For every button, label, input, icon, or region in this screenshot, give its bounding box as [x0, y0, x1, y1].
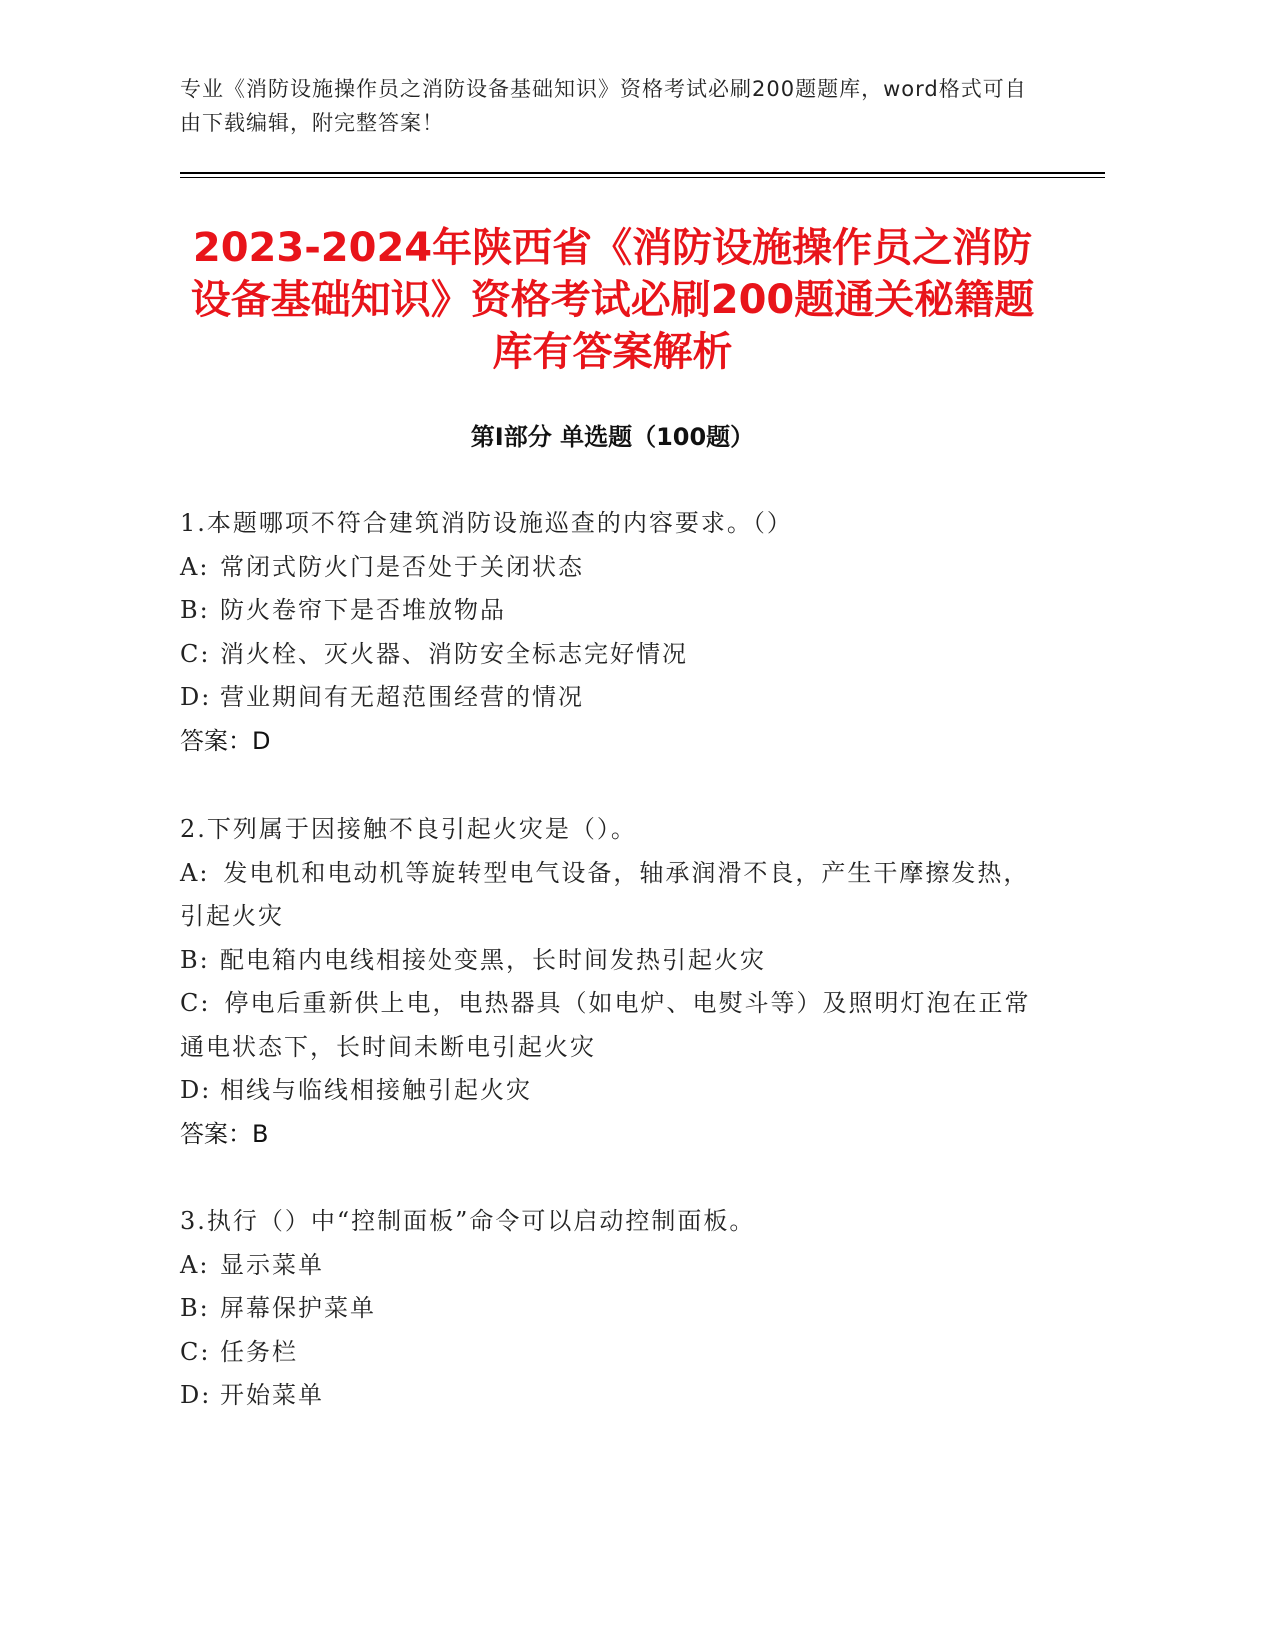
option-label: A: [180, 552, 210, 581]
option-label: B: [180, 945, 210, 974]
option-text: 常闭式防火门是否处于关闭状态 [220, 552, 584, 581]
option-b [180, 1287, 1040, 1331]
option-d [180, 1069, 1040, 1113]
question-3 [180, 1200, 1040, 1418]
header-divider-thin [180, 177, 1105, 178]
option-d [180, 676, 1040, 720]
option-label: B: [180, 596, 210, 624]
option-text: 开始菜单 [220, 1381, 324, 1409]
option-a [180, 852, 1040, 939]
answer-line: 答案：B [180, 1119, 269, 1148]
option-b [180, 589, 1040, 633]
option-d [180, 1374, 1040, 1418]
option-label: C: [180, 1337, 211, 1366]
option-text: 营业期间有无超范围经营的情况 [220, 683, 584, 711]
option-a [180, 1244, 1040, 1288]
question-stem: 2.下列属于因接触不良引起火灾是（）。 [180, 815, 637, 843]
answer-line: 答案：D [180, 726, 271, 755]
question-stem: 1.本题哪项不符合建筑消防设施巡查的内容要求。（） [180, 509, 793, 537]
option-text: 显示菜单 [220, 1250, 324, 1279]
option-text: 消火栓、灭火器、消防安全标志完好情况 [220, 639, 688, 668]
option-label: B: [180, 1294, 210, 1322]
option-c [180, 633, 1040, 677]
option-label: A: [180, 1250, 210, 1279]
option-label: C: [180, 989, 211, 1017]
option-text: 屏幕保护菜单 [220, 1294, 376, 1322]
option-b [180, 939, 1040, 983]
option-a [180, 546, 1040, 590]
option-text: 配电箱内电线相接处变黑，长时间发热引起火灾 [220, 945, 766, 974]
section-title: 第Ⅰ部分 单选题（100题） [470, 423, 755, 451]
question-stem: 3.执行（）中“控制面板”命令可以启动控制面板。 [180, 1207, 756, 1235]
option-label: C: [180, 639, 211, 668]
option-label: D: [180, 1381, 212, 1409]
option-text: 发电机和电动机等旋转型电气设备，轴承润滑不良，产生干摩擦发热，引起火灾 [180, 858, 1030, 930]
option-label: A: [180, 858, 210, 887]
option-text: 任务栏 [220, 1337, 298, 1366]
option-text: 相线与临线相接触引起火灾 [220, 1076, 532, 1104]
option-label: D: [180, 683, 212, 711]
option-text: 停电后重新供上电，电热器具（如电炉、电熨斗等）及照明灯泡在正常通电状态下，长时间未断电引起火灾 [180, 989, 1031, 1061]
header-divider-thick [180, 172, 1105, 174]
question-1 [180, 502, 1040, 763]
option-c [180, 1331, 1040, 1375]
question-2 [180, 808, 1040, 1156]
header-note: 专业《消防设施操作员之消防设备基础知识》资格考试必刷200题题库，word格式可自由下载编辑，附完整答案！ [180, 77, 1027, 135]
document-title: 2023-2024年陕西省《消防设施操作员之消防设备基础知识》资格考试必刷200题通关秘籍题库有答案解析 [190, 225, 1035, 375]
option-label: D: [180, 1076, 212, 1104]
option-c [180, 982, 1040, 1069]
option-text: 防火卷帘下是否堆放物品 [220, 596, 506, 624]
